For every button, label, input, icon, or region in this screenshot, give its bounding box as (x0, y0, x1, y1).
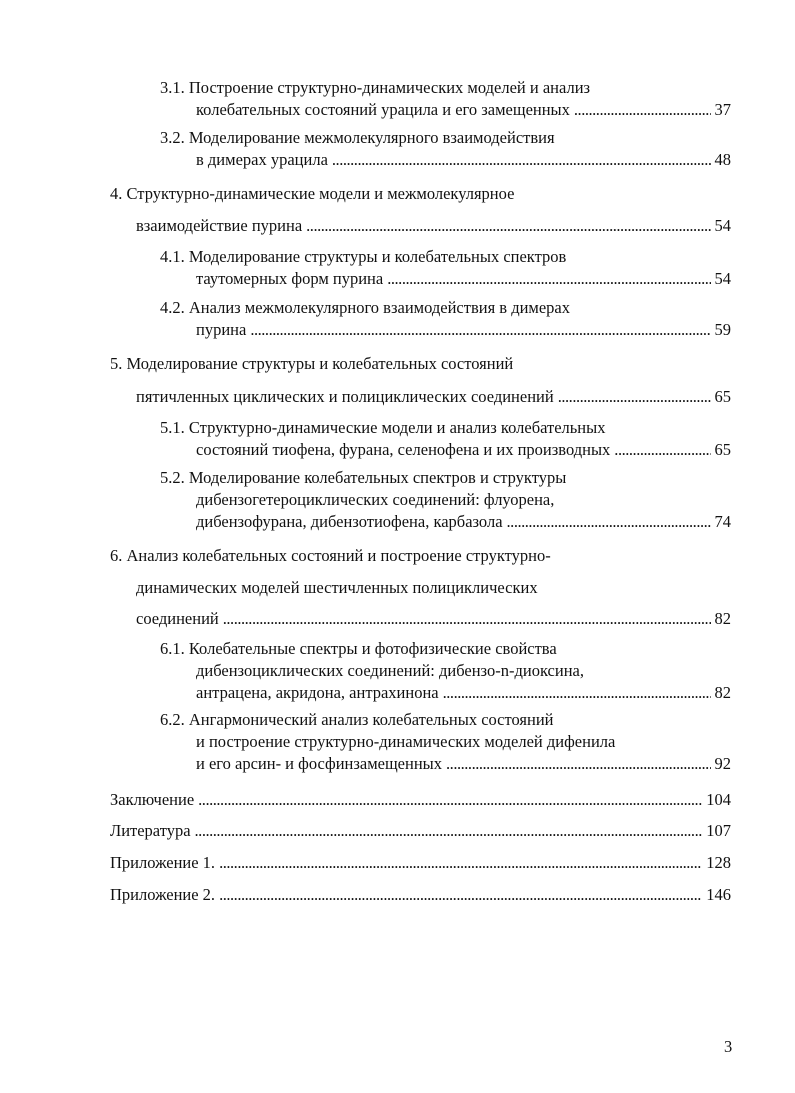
dot-leader (250, 319, 710, 341)
toc-chapter-6-line2: динамических моделей шестичленных полициклических (136, 578, 538, 597)
toc-entry-6-1[interactable] (196, 682, 731, 704)
toc-page-number: 128 (706, 853, 731, 872)
toc-page-number: 65 (714, 387, 731, 406)
toc-page-number: 54 (714, 216, 731, 235)
dot-leader (219, 884, 702, 906)
toc-entry-text: дибензофурана, дибензотиофена, карбазола (196, 512, 503, 531)
toc-entry-5-2[interactable] (196, 511, 731, 533)
dot-leader (195, 820, 703, 842)
toc-entry-text: взаимодействие пурина (136, 216, 303, 235)
dot-leader (198, 789, 702, 811)
toc-3-1-title: 3.1. Построение структурно-динамических моделей и анализ (160, 78, 591, 97)
toc-chapter-6-title: 6. Анализ колебательных состояний и построение структурно- (110, 546, 551, 565)
dot-leader (446, 753, 710, 775)
toc-entry-appendix-1[interactable] (110, 852, 731, 874)
dot-leader (614, 439, 710, 461)
toc-page-number: 104 (706, 790, 731, 809)
dot-leader (306, 215, 710, 237)
toc-entry-text: Заключение (110, 790, 195, 809)
toc-6-2-line2: и построение структурно-динамических моделей дифенила (196, 732, 616, 751)
toc-6-1-line2: дибензоциклических соединений: дибензо-n-диоксина, (196, 661, 584, 680)
toc-page-number: 37 (714, 100, 731, 119)
toc-5-2-title: 5.2. Моделирование колебательных спектров и структуры (160, 468, 567, 487)
toc-entry-text: в димерах урацила (196, 150, 328, 169)
toc-6-2-title: 6.2. Ангармонический анализ колебательных состояний (160, 710, 554, 729)
toc-3-2-title: 3.2. Моделирование межмолекулярного взаимодействия (160, 128, 555, 147)
toc-entry-literature[interactable] (110, 820, 731, 842)
toc-entry-text: Литература (110, 821, 191, 840)
toc-entry-text: Приложение 2. (110, 885, 216, 904)
toc-page-number: 107 (706, 821, 731, 840)
toc-entry-text: Приложение 1. (110, 853, 216, 872)
dot-leader (558, 386, 711, 408)
toc-entry-text: соединений (136, 609, 219, 628)
toc-4-1-title: 4.1. Моделирование структуры и колебательных спектров (160, 247, 567, 266)
toc-page-number: 65 (714, 440, 731, 459)
toc-4-2-title: 4.2. Анализ межмолекулярного взаимодействия в димерах (160, 298, 571, 317)
toc-entry-text: пятичленных циклических и полициклических соединений (136, 387, 554, 406)
dot-leader (387, 268, 710, 290)
toc-entry-5-1[interactable] (196, 439, 731, 461)
toc-5-2-line2: дибензогетероциклических соединений: флуорена, (196, 490, 555, 509)
toc-chapter-5-title: 5. Моделирование структуры и колебательных состояний (110, 354, 514, 373)
toc-entry-chapter-5[interactable] (136, 386, 731, 408)
toc-page-number: 92 (714, 754, 731, 773)
toc-entry-text: и его арсин- и фосфинзамещенных (196, 754, 443, 773)
toc-entry-conclusion[interactable] (110, 789, 731, 811)
dot-leader (507, 511, 711, 533)
dot-leader (219, 852, 702, 874)
toc-entry-4-1[interactable] (196, 268, 731, 290)
dot-leader (443, 682, 711, 704)
toc-entry-appendix-2[interactable] (110, 884, 731, 906)
toc-entry-chapter-6[interactable] (136, 608, 731, 630)
page-number: 3 (724, 1037, 733, 1056)
toc-page-number: 146 (706, 885, 731, 904)
toc-6-1-title: 6.1. Колебательные спектры и фотофизические свойства (160, 639, 557, 658)
toc-page-number: 54 (714, 269, 731, 288)
toc-entry-4-2[interactable] (196, 319, 731, 341)
toc-page-number: 48 (714, 150, 731, 169)
toc-entry-3-1[interactable] (196, 99, 731, 121)
toc-entry-text: антрацена, акридона, антрахинона (196, 683, 439, 702)
dot-leader (574, 99, 711, 121)
toc-page-number: 82 (714, 683, 731, 702)
toc-entry-text: пурина (196, 320, 247, 339)
toc-entry-chapter-4[interactable] (136, 215, 731, 237)
toc-chapter-4-title: 4. Структурно-динамические модели и межмолекулярное (110, 184, 515, 203)
toc-entry-text: таутомерных форм пурина (196, 269, 384, 288)
dot-leader (332, 149, 711, 171)
dot-leader (223, 608, 711, 630)
toc-5-1-title: 5.1. Структурно-динамические модели и анализ колебательных (160, 418, 606, 437)
toc-page-number: 59 (714, 320, 731, 339)
toc-entry-6-2[interactable] (196, 753, 731, 775)
toc-entry-text: состояний тиофена, фурана, селенофена и их производных (196, 440, 611, 459)
toc-entry-text: колебательных состояний урацила и его замещенных (196, 100, 570, 119)
toc-page-number: 74 (714, 512, 731, 531)
toc-entry-3-2[interactable] (196, 149, 731, 171)
toc-page-number: 82 (714, 609, 731, 628)
